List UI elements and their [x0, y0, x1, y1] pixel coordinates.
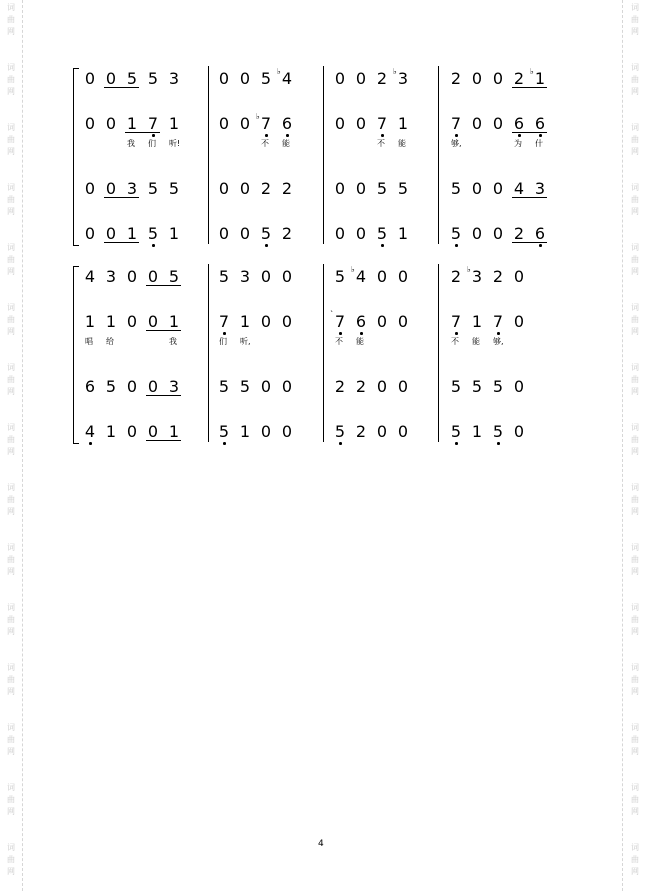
watermark-text: 词 曲 网: [7, 183, 15, 216]
lyric-syllable: 不: [335, 337, 343, 346]
note-digit: 5: [239, 377, 251, 396]
eighth-underline: [104, 87, 139, 88]
note-digit: 5: [450, 224, 462, 243]
note-digit: 2: [450, 69, 462, 88]
note-digit: 7: [376, 114, 388, 133]
eighth-underline: [512, 87, 547, 88]
note-digit: 1: [534, 69, 546, 88]
right-margin-line: [622, 0, 623, 891]
note-digit: 0: [105, 69, 117, 88]
watermark-text: 词 曲 网: [631, 483, 639, 516]
octave-dot-below: [265, 134, 268, 137]
note-digit: 5: [147, 179, 159, 198]
note-digit: 6: [534, 224, 546, 243]
note-digit: 1: [239, 422, 251, 441]
note-digit: 0: [147, 267, 159, 286]
lyric-syllable: 们: [148, 139, 156, 148]
note-digit: 0: [397, 422, 409, 441]
octave-dot-below: [360, 332, 363, 335]
lyric-syllable: 不: [261, 139, 269, 148]
note-digit: 1: [471, 312, 483, 331]
watermark-text: 词 曲 网: [7, 843, 15, 876]
eighth-underline: [512, 132, 547, 133]
note-digit: 5: [218, 377, 230, 396]
note-digit: 0: [355, 224, 367, 243]
lyric-syllable: 我: [169, 337, 177, 346]
note-digit: 0: [334, 69, 346, 88]
note-digit: 0: [376, 377, 388, 396]
note-digit: 2: [281, 224, 293, 243]
note-digit: 3: [239, 267, 251, 286]
octave-dot-below: [381, 134, 384, 137]
note-digit: 5: [492, 422, 504, 441]
octave-dot-below: [286, 134, 289, 137]
note-digit: 0: [126, 312, 138, 331]
watermark-text: 词 曲 网: [7, 783, 15, 816]
watermark-text: 词 曲 网: [631, 603, 639, 636]
note-digit: 0: [84, 114, 96, 133]
lyric-syllable: 什: [535, 139, 543, 148]
note-digit: 0: [513, 267, 525, 286]
note-digit: 1: [397, 114, 409, 133]
octave-dot-below: [539, 244, 542, 247]
note-digit: 0: [471, 179, 483, 198]
note-digit: 2: [334, 377, 346, 396]
note-digit: 1: [168, 114, 180, 133]
note-digit: 7: [450, 114, 462, 133]
note-digit: 1: [471, 422, 483, 441]
lyric-syllable: 能: [398, 139, 406, 148]
note-digit: 0: [105, 224, 117, 243]
accidental-mark: ♭: [530, 67, 534, 76]
note-digit: 1: [168, 312, 180, 331]
note-digit: 0: [281, 422, 293, 441]
note-digit: 2: [513, 69, 525, 88]
note-digit: 4: [84, 267, 96, 286]
note-digit: 1: [105, 312, 117, 331]
note-digit: 0: [334, 179, 346, 198]
note-digit: 6: [534, 114, 546, 133]
barline: [208, 264, 209, 442]
watermark-text: 词 曲 网: [7, 3, 15, 36]
watermark-text: 词 曲 网: [631, 243, 639, 276]
octave-dot-below: [497, 442, 500, 445]
note-digit: 0: [218, 224, 230, 243]
watermark-text: 词 曲 网: [631, 63, 639, 96]
watermark-text: 词 曲 网: [7, 63, 15, 96]
note-digit: 6: [84, 377, 96, 396]
note-digit: 0: [147, 377, 159, 396]
lyric-syllable: 不: [451, 337, 459, 346]
note-digit: 5: [126, 69, 138, 88]
eighth-underline: [146, 285, 181, 286]
note-digit: 1: [126, 224, 138, 243]
note-digit: 5: [260, 69, 272, 88]
octave-dot-below: [497, 332, 500, 335]
note-digit: 0: [218, 179, 230, 198]
note-digit: 0: [105, 114, 117, 133]
watermark-text: 词 曲 网: [7, 303, 15, 336]
watermark-text: 词 曲 网: [7, 603, 15, 636]
accidental-mark: ♭: [393, 67, 397, 76]
note-digit: 0: [471, 224, 483, 243]
note-digit: 3: [168, 377, 180, 396]
eighth-underline: [512, 197, 547, 198]
note-digit: 0: [492, 114, 504, 133]
note-digit: 2: [513, 224, 525, 243]
system-bracket: [73, 266, 79, 444]
eighth-underline: [146, 440, 181, 441]
note-digit: 2: [376, 69, 388, 88]
octave-dot-below: [152, 134, 155, 137]
note-digit: 5: [376, 179, 388, 198]
note-digit: 7: [218, 312, 230, 331]
accidental-mark: ♭: [351, 265, 355, 274]
note-digit: 2: [492, 267, 504, 286]
note-digit: 0: [147, 422, 159, 441]
octave-dot-below: [89, 442, 92, 445]
octave-dot-below: [223, 332, 226, 335]
note-digit: 0: [239, 114, 251, 133]
lyric-syllable: 听,: [240, 337, 251, 346]
page-number: 4: [318, 839, 324, 849]
watermark-text: 词 曲 网: [7, 723, 15, 756]
note-digit: 0: [355, 69, 367, 88]
note-digit: 0: [105, 179, 117, 198]
note-digit: 3: [126, 179, 138, 198]
note-digit: 0: [281, 312, 293, 331]
eighth-underline: [146, 395, 181, 396]
note-digit: 0: [397, 267, 409, 286]
note-digit: 0: [239, 179, 251, 198]
note-digit: 5: [376, 224, 388, 243]
note-digit: 7: [492, 312, 504, 331]
note-digit: 0: [513, 422, 525, 441]
watermark-text: 词 曲 网: [7, 423, 15, 456]
note-digit: 0: [239, 69, 251, 88]
note-digit: 7: [260, 114, 272, 133]
note-digit: 0: [147, 312, 159, 331]
accidental-mark: ♭: [277, 67, 281, 76]
barline: [323, 264, 324, 442]
watermark-text: 词 曲 网: [7, 483, 15, 516]
note-digit: 1: [168, 224, 180, 243]
note-digit: 1: [84, 312, 96, 331]
watermark-text: 词 曲 网: [631, 303, 639, 336]
note-digit: 0: [334, 224, 346, 243]
accidental-mark: ♭: [467, 265, 471, 274]
lyric-syllable: 给: [106, 337, 114, 346]
watermark-text: 词 曲 网: [631, 843, 639, 876]
watermark-text: 词 曲 网: [631, 123, 639, 156]
note-digit: 0: [126, 267, 138, 286]
octave-dot-below: [539, 134, 542, 137]
octave-dot-below: [265, 244, 268, 247]
watermark-text: 词 曲 网: [7, 243, 15, 276]
note-digit: 5: [147, 224, 159, 243]
note-digit: 3: [471, 267, 483, 286]
note-digit: 0: [471, 69, 483, 88]
note-digit: 4: [84, 422, 96, 441]
eighth-underline: [125, 132, 160, 133]
note-digit: 6: [355, 312, 367, 331]
left-margin-line: [22, 0, 23, 891]
note-digit: 0: [84, 224, 96, 243]
note-digit: 0: [492, 179, 504, 198]
lyric-syllable: 们: [219, 337, 227, 346]
lyric-syllable: 能: [282, 139, 290, 148]
octave-dot-below: [339, 442, 342, 445]
note-digit: 0: [260, 267, 272, 286]
octave-dot-below: [518, 134, 521, 137]
lyric-syllable: 不: [377, 139, 385, 148]
accidental-mark: `: [330, 310, 334, 319]
note-digit: 0: [397, 312, 409, 331]
note-digit: 4: [281, 69, 293, 88]
note-digit: 0: [376, 422, 388, 441]
note-digit: 0: [281, 377, 293, 396]
note-digit: 0: [376, 312, 388, 331]
note-digit: 2: [355, 377, 367, 396]
note-digit: 7: [147, 114, 159, 133]
octave-dot-below: [455, 134, 458, 137]
note-digit: 0: [492, 224, 504, 243]
note-digit: 3: [105, 267, 117, 286]
octave-dot-below: [455, 442, 458, 445]
note-digit: 0: [513, 377, 525, 396]
note-digit: 0: [471, 114, 483, 133]
note-digit: 5: [334, 422, 346, 441]
watermark-text: 词 曲 网: [631, 723, 639, 756]
note-digit: 0: [126, 422, 138, 441]
note-digit: 1: [126, 114, 138, 133]
note-digit: 0: [84, 179, 96, 198]
note-digit: 5: [105, 377, 117, 396]
note-digit: 5: [492, 377, 504, 396]
barline: [438, 264, 439, 442]
eighth-underline: [512, 242, 547, 243]
note-digit: 5: [218, 422, 230, 441]
note-digit: 5: [260, 224, 272, 243]
note-digit: 6: [281, 114, 293, 133]
note-digit: 2: [355, 422, 367, 441]
octave-dot-below: [152, 244, 155, 247]
octave-dot-below: [223, 442, 226, 445]
watermark-text: 词 曲 网: [631, 363, 639, 396]
lyric-syllable: 唱: [85, 337, 93, 346]
watermark-text: 词 曲 网: [631, 663, 639, 696]
note-digit: 0: [376, 267, 388, 286]
watermark-text: 词 曲 网: [7, 123, 15, 156]
note-digit: 7: [450, 312, 462, 331]
accidental-mark: ♭: [256, 112, 260, 121]
octave-dot-below: [455, 244, 458, 247]
note-digit: 0: [218, 69, 230, 88]
note-digit: 1: [105, 422, 117, 441]
note-digit: 0: [260, 422, 272, 441]
note-digit: 0: [218, 114, 230, 133]
note-digit: 5: [168, 267, 180, 286]
note-digit: 0: [355, 114, 367, 133]
note-digit: 7: [334, 312, 346, 331]
note-digit: 5: [397, 179, 409, 198]
eighth-underline: [104, 197, 139, 198]
watermark-text: 词 曲 网: [7, 363, 15, 396]
note-digit: 5: [168, 179, 180, 198]
note-digit: 6: [513, 114, 525, 133]
note-digit: 0: [281, 267, 293, 286]
note-digit: 5: [450, 422, 462, 441]
lyric-syllable: 我: [127, 139, 135, 148]
note-digit: 0: [492, 69, 504, 88]
note-digit: 5: [334, 267, 346, 286]
note-digit: 4: [355, 267, 367, 286]
watermark-text: 词 曲 网: [7, 663, 15, 696]
note-digit: 2: [450, 267, 462, 286]
lyric-syllable: 够,: [493, 337, 504, 346]
note-digit: 0: [355, 179, 367, 198]
octave-dot-below: [455, 332, 458, 335]
eighth-underline: [146, 330, 181, 331]
octave-dot-below: [381, 244, 384, 247]
note-digit: 0: [239, 224, 251, 243]
note-digit: 0: [260, 377, 272, 396]
octave-dot-below: [339, 332, 342, 335]
note-digit: 5: [471, 377, 483, 396]
note-digit: 5: [450, 377, 462, 396]
lyric-syllable: 听!: [169, 139, 181, 148]
note-digit: 0: [84, 69, 96, 88]
note-digit: 0: [513, 312, 525, 331]
note-digit: 2: [260, 179, 272, 198]
barline: [323, 66, 324, 244]
lyric-syllable: 够,: [451, 139, 462, 148]
note-digit: 5: [218, 267, 230, 286]
watermark-text: 词 曲 网: [631, 183, 639, 216]
watermark-text: 词 曲 网: [631, 783, 639, 816]
note-digit: 3: [168, 69, 180, 88]
note-digit: 0: [260, 312, 272, 331]
lyric-syllable: 能: [356, 337, 364, 346]
note-digit: 5: [450, 179, 462, 198]
watermark-text: 词 曲 网: [631, 543, 639, 576]
note-digit: 0: [334, 114, 346, 133]
note-digit: 1: [239, 312, 251, 331]
system-bracket: [73, 68, 79, 246]
eighth-underline: [104, 242, 139, 243]
note-digit: 1: [397, 224, 409, 243]
watermark-text: 词 曲 网: [631, 3, 639, 36]
note-digit: 3: [397, 69, 409, 88]
note-digit: 3: [534, 179, 546, 198]
note-digit: 1: [168, 422, 180, 441]
barline: [208, 66, 209, 244]
note-digit: 0: [397, 377, 409, 396]
note-digit: 0: [126, 377, 138, 396]
watermark-text: 词 曲 网: [631, 423, 639, 456]
note-digit: 4: [513, 179, 525, 198]
lyric-syllable: 能: [472, 337, 480, 346]
barline: [438, 66, 439, 244]
lyric-syllable: 为: [514, 139, 522, 148]
note-digit: 5: [147, 69, 159, 88]
note-digit: 2: [281, 179, 293, 198]
watermark-text: 词 曲 网: [7, 543, 15, 576]
